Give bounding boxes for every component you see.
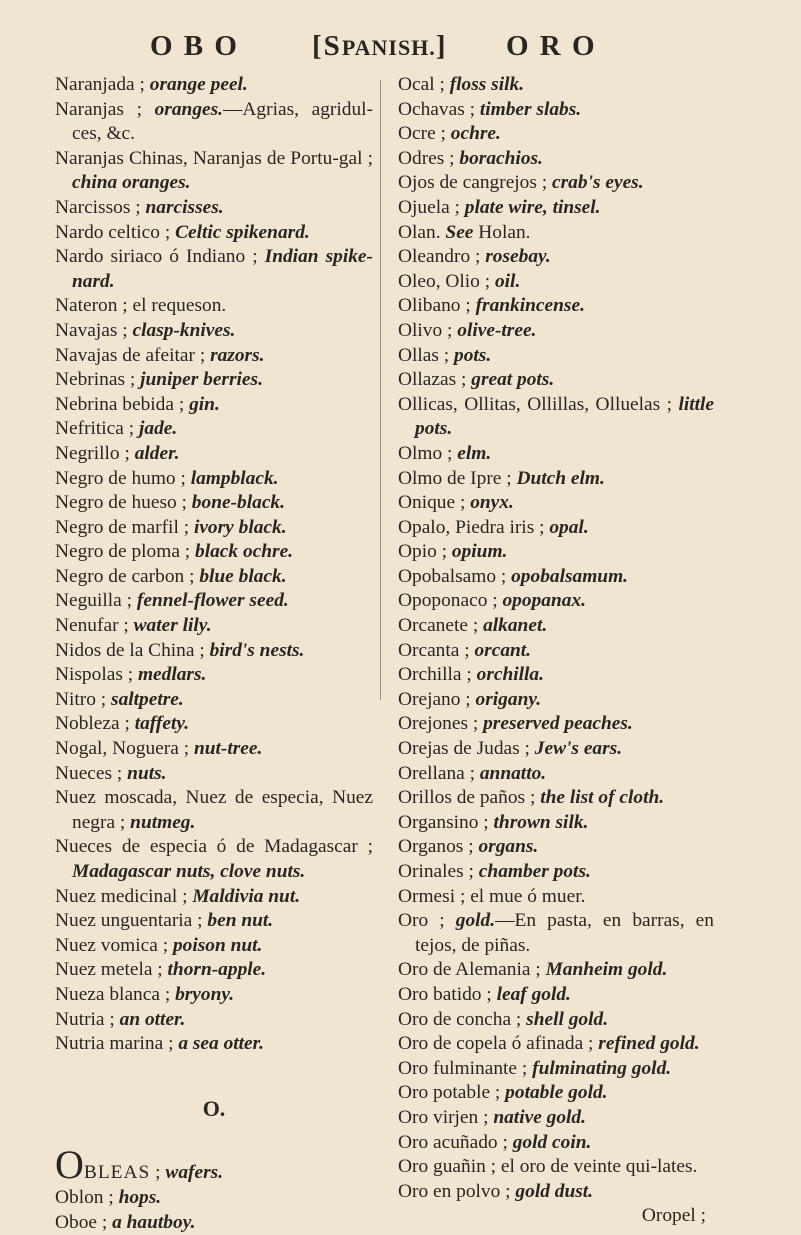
dictionary-entry: Oro ; gold.—En pasta, en barras, en tejos, de piñas.	[398, 910, 714, 956]
entry-translation: saltpetre.	[111, 688, 184, 710]
entry-translation: gold dust.	[515, 1180, 594, 1202]
entry-headword: Nebrinas	[55, 369, 125, 391]
entry-translation: borachios.	[459, 147, 543, 169]
entry-headword: Olan.	[398, 221, 441, 243]
entry-headword: Negrillo	[55, 442, 120, 464]
entry-translation: fulminating gold.	[532, 1057, 672, 1079]
entry-translation: bird's nests.	[209, 639, 305, 661]
dictionary-entry: Oro virjen ; native gold.	[398, 1106, 586, 1128]
entry-headword: Opoponaco	[398, 590, 488, 612]
entry-rest: el mue ó muer.	[470, 885, 586, 907]
entry-headword: Nuez metela	[55, 959, 153, 981]
dictionary-entry: Naranjas ; oranges.—Agrias, agridul-ces, &c.	[55, 98, 373, 145]
entry-translation: Jew's ears.	[534, 738, 623, 760]
entry-translation: elm.	[457, 442, 492, 464]
entry-translation: clasp-knives.	[132, 319, 236, 341]
entry-rest: —En pasta, en barras, en tejos, de piñas.	[415, 910, 714, 956]
dictionary-entry: Negro de ploma ; black ochre.	[55, 541, 294, 563]
dictionary-entry: Nuez unguentaria ; ben nut.	[55, 910, 274, 932]
dictionary-entry: Nuez medicinal ; Maldivia nut.	[55, 885, 301, 907]
entry-headword: BLEAS	[83, 1162, 151, 1184]
dictionary-entry: Oro fulminante ; fulminating gold.	[398, 1057, 672, 1079]
entry-headword: Ollazas	[398, 369, 457, 391]
entry-headword: Orejano	[398, 688, 461, 710]
entry-translation: gold.	[455, 910, 496, 932]
entry-headword: Nuez medicinal	[55, 885, 178, 907]
dictionary-entry: Nuez moscada, Nuez de especia, Nuez negra ; nutmeg.	[55, 787, 373, 833]
entry-translation: origany.	[475, 688, 542, 710]
dictionary-entry: Nefritica ; jade.	[55, 418, 178, 440]
dictionary-entry: Onique ; onyx.	[398, 492, 514, 514]
dictionary-entry: Oleo, Olio ; oil.	[398, 270, 521, 292]
entry-headword: Nuez vomica	[55, 934, 158, 956]
entry-translation: preserved peaches.	[483, 713, 633, 735]
entry-translation: nutmeg.	[130, 811, 196, 833]
dictionary-entry: Naranjada ; orange peel.	[55, 74, 248, 95]
dictionary-entry: Olibano ; frankincense.	[398, 295, 585, 317]
right-entries	[398, 73, 714, 1204]
dictionary-entry: Oboe ; a hautboy.	[55, 1211, 196, 1233]
dictionary-entry: Nardo celtico ; Celtic spikenard.	[55, 221, 310, 243]
entry-headword: Nuez moscada, Nuez de especia, Nuez negra	[55, 787, 373, 833]
dictionary-entry: Olmo de Ipre ; Dutch elm.	[398, 467, 605, 489]
entry-headword: Olibano	[398, 295, 461, 317]
entry-headword: Negro de carbon	[55, 565, 185, 587]
dictionary-entry: Oro batido ; leaf gold.	[398, 983, 571, 1005]
entry-headword: Oleandro	[398, 246, 471, 268]
see-reference: See	[445, 221, 474, 243]
drop-cap: O	[55, 1142, 84, 1188]
dictionary-entry: Olmo ; elm.	[398, 442, 492, 464]
dictionary-entry: Narcissos ; narcisses.	[55, 196, 224, 218]
column-divider	[380, 80, 381, 700]
entry-translation: little pots.	[415, 393, 714, 440]
entry-translation: narcisses.	[145, 196, 224, 218]
dictionary-entry	[398, 221, 714, 246]
dictionary-entry: Nardo siriaco ó Indiano ; Indian spike-nard.	[55, 246, 373, 292]
entry-headword: Naranjas	[55, 98, 124, 120]
entry-headword: Oboe	[55, 1211, 98, 1233]
dictionary-entry: Orcanete ; alkanet.	[398, 615, 548, 637]
entry-translation: lampblack.	[190, 467, 279, 489]
header-bracket-open: [	[312, 30, 324, 62]
dictionary-entry: Ojos de cangrejos ; crab's eyes.	[398, 172, 644, 194]
entry-headword: Oro acuñado	[398, 1131, 498, 1153]
dictionary-entry: Nidos de la China ; bird's nests.	[55, 639, 305, 661]
dictionary-entry: Oro de concha ; shell gold.	[398, 1008, 609, 1030]
dictionary-entry: Nebrina bebida ; gin.	[55, 393, 220, 415]
entry-headword: Ormesi	[398, 885, 456, 907]
entry-translation: razors.	[210, 344, 265, 366]
entry-translation: opopanax.	[502, 590, 586, 612]
entry-headword: Olmo de Ipre	[398, 467, 502, 489]
entry-translation: water lily.	[133, 615, 212, 637]
entry-translation: opium.	[451, 541, 508, 563]
entry-translation: alkanet.	[483, 615, 548, 637]
header-word-rest: PANISH.	[341, 35, 436, 60]
entry-translation: timber slabs.	[479, 98, 582, 120]
entry-headword: Oro guañin	[398, 1156, 486, 1178]
entry-translation: medlars.	[137, 664, 207, 686]
entry-translation: juniper berries.	[140, 369, 263, 391]
entry-translation: Celtic spikenard.	[175, 221, 310, 243]
entry-translation: shell gold.	[526, 1008, 609, 1030]
dictionary-entry: Orchilla ; orchilla.	[398, 664, 544, 686]
dictionary-entry: Nuez metela ; thorn-apple.	[55, 959, 267, 981]
dictionary-entry: Orinales ; chamber pots.	[398, 861, 591, 882]
dictionary-entry: Ollicas, Ollitas, Ollillas, Olluelas ; little pots.	[398, 393, 714, 440]
entry-rest: el requeson.	[132, 295, 227, 317]
entry-headword: Oro	[398, 910, 429, 932]
dictionary-entry: Oro en polvo ; gold dust.	[398, 1180, 594, 1202]
entry-headword: Opio	[398, 541, 437, 563]
dictionary-entry: Nobleza ; taffety.	[55, 713, 190, 735]
dictionary-entry: Negro de humo ; lampblack.	[55, 467, 279, 489]
entry-translation: hops.	[118, 1186, 162, 1208]
dictionary-entry: Ormesi ; el mue ó muer.	[398, 885, 586, 907]
entry-headword: Naranjada	[55, 74, 135, 95]
header-word-initial: S	[323, 30, 342, 62]
entry-headword: Orcanete	[398, 615, 468, 637]
entry-translation: thrown silk.	[493, 811, 589, 833]
dictionary-entry: Ochavas ; timber slabs.	[398, 98, 582, 120]
entry-headword: Orejones	[398, 713, 468, 735]
dictionary-entry: Oro de copela ó afinada ; refined gold.	[398, 1033, 700, 1055]
dictionary-entry: Ocal ; floss silk.	[398, 74, 525, 95]
dictionary-entry: Ocre ; ochre.	[398, 123, 501, 145]
entry-headword: Oleo, Olio	[398, 270, 480, 292]
entry-headword: Opalo, Piedra iris	[398, 516, 535, 538]
entry-headword: Narcissos	[55, 196, 131, 218]
dictionary-entry: Opobalsamo ; opobalsamum.	[398, 565, 629, 587]
entry-translation: nut-tree.	[193, 738, 263, 760]
entry-headword: Oro en polvo	[398, 1180, 501, 1202]
entry-translation: rosebay.	[485, 246, 551, 268]
section-letter: O.	[202, 1095, 226, 1121]
entry-headword: Oro fulminante	[398, 1057, 518, 1079]
running-header	[0, 30, 801, 70]
entry-headword: Navajas de afeitar	[55, 344, 195, 366]
entry-translation: gold coin.	[512, 1131, 592, 1153]
entry-headword: Nispolas	[55, 664, 123, 686]
entry-headword: Orcanta	[398, 639, 460, 661]
dictionary-entry: Nueces de especia ó de Madagascar ; Madagascar nuts, clove nuts.	[55, 836, 373, 882]
entry-headword: Oro de copela ó afinada	[398, 1033, 584, 1055]
left-column	[55, 73, 373, 1235]
header-right: O R O	[506, 30, 597, 62]
entry-headword: Nefritica	[55, 418, 124, 440]
left-entries	[55, 73, 373, 1057]
dictionary-entry: Negro de carbon ; blue black.	[55, 565, 287, 587]
entry-translation: refined gold.	[598, 1033, 700, 1055]
dictionary-entry: Nateron ; el requeson.	[55, 295, 227, 317]
dictionary-entry: Orejano ; origany.	[398, 688, 542, 710]
entry-headword: Navajas	[55, 319, 118, 341]
entry-headword: Orillos de paños	[398, 787, 526, 809]
entry-translation: chamber pots.	[478, 861, 591, 882]
entry-translation: black ochre.	[195, 541, 294, 563]
dictionary-entry: Odres ; borachios.	[398, 147, 543, 169]
entry-headword: Nogal, Noguera	[55, 738, 179, 760]
dictionary-entry: Orejones ; preserved peaches.	[398, 713, 633, 735]
entry-headword: Nenufar	[55, 615, 119, 637]
entry-headword: Negro de hueso	[55, 492, 177, 514]
entry-translation: leaf gold.	[496, 983, 571, 1005]
entry-translation: bryony.	[175, 983, 235, 1005]
entry-translation: opal.	[549, 516, 589, 538]
dictionary-entry: Naranjas Chinas, Naranjas de Portu-gal ; china oranges.	[55, 147, 373, 194]
entry-headword: Oro batido	[398, 983, 482, 1005]
entry-headword: Organos	[398, 836, 464, 858]
entry-translation: native gold.	[493, 1106, 586, 1128]
entry-translation: crab's eyes.	[552, 172, 644, 194]
entry-translation: Madagascar nuts, clove nuts.	[72, 861, 306, 882]
entry-headword: Negro de humo	[55, 467, 176, 489]
entry-translation: a hautboy.	[112, 1211, 196, 1233]
entry-translation: alder.	[134, 442, 180, 464]
entry-headword: Orchilla	[398, 664, 462, 686]
dictionary-entry: Ollas ; pots.	[398, 344, 492, 366]
dictionary-entry: Orejas de Judas ; Jew's ears.	[398, 738, 623, 760]
dictionary-entry: Ollazas ; great pots.	[398, 369, 555, 391]
entry-translation: oranges.	[154, 98, 224, 120]
entry-translation: potable gold.	[505, 1082, 608, 1104]
dictionary-entry: Oblon ; hops.	[55, 1186, 162, 1208]
entry-headword: Opobalsamo	[398, 565, 497, 587]
dictionary-entry: Nebrinas ; juniper berries.	[55, 369, 263, 391]
entry-translation: oil.	[494, 270, 521, 292]
dictionary-entry: Neguilla ; fennel-flower seed.	[55, 590, 289, 612]
entry-translation: annatto.	[479, 762, 547, 784]
entry-translation: opobalsamum.	[511, 565, 629, 587]
entry-headword: Nueces	[55, 762, 113, 784]
entry-translation: jade.	[139, 418, 178, 440]
dictionary-entry: Nispolas ; medlars.	[55, 664, 207, 686]
entry-headword: Ojuela	[398, 196, 450, 218]
dictionary-entry: Negro de marfil ; ivory black.	[55, 516, 287, 538]
catchword: Oropel ;	[641, 1205, 706, 1227]
entry-translation: Indian spike-nard.	[72, 246, 373, 292]
entry-headword: Nebrina bebida	[55, 393, 174, 415]
entry-headword: Nardo celtico	[55, 221, 160, 243]
dictionary-entry: Nenufar ; water lily.	[55, 615, 212, 637]
entry-translation: poison nut.	[172, 934, 263, 956]
entry-headword: Orinales	[398, 861, 464, 882]
entry-headword: Nateron	[55, 295, 118, 317]
entry-translation: thorn-apple.	[167, 959, 267, 981]
entry-translation: ochre.	[450, 123, 501, 145]
entry-rest: —Agrias, agridul-ces, &c.	[72, 98, 373, 145]
entry-headword: Nobleza	[55, 713, 120, 735]
entry-rest: el oro de veinte qui-lates.	[500, 1156, 698, 1178]
entry-headword: Nueces de especia ó de Madagascar	[55, 836, 358, 858]
dictionary-entry: Organsino ; thrown silk.	[398, 811, 589, 833]
dictionary-entry: Negrillo ; alder.	[55, 442, 180, 464]
entry-headword: Ochavas	[398, 98, 465, 120]
entry-rest: Holan.	[478, 221, 531, 243]
dictionary-entry: Opio ; opium.	[398, 541, 508, 563]
entry-headword: Organsino	[398, 811, 479, 833]
o-entries	[55, 1142, 373, 1235]
entry-headword: Oro potable	[398, 1082, 491, 1104]
entry-headword: Ollas	[398, 344, 439, 366]
entry-translation: onyx.	[470, 492, 514, 514]
entry-translation: Manheim gold.	[545, 959, 668, 981]
dictionary-entry: Nueza blanca ; bryony.	[55, 983, 235, 1005]
dictionary-entry: Navajas de afeitar ; razors.	[55, 344, 265, 366]
dictionary-entry: Opalo, Piedra iris ; opal.	[398, 516, 589, 538]
entry-translation: olive-tree.	[457, 319, 537, 341]
entry-translation: bone-black.	[191, 492, 285, 514]
entry-translation: gin.	[189, 393, 220, 415]
entry-headword: Nitro	[55, 688, 96, 710]
entry-headword: Olivo	[398, 319, 443, 341]
entry-headword: Oblon	[55, 1186, 104, 1208]
entry-headword: Onique	[398, 492, 456, 514]
entry-headword: Nutria marina	[55, 1033, 164, 1055]
entry-translation: plate wire, tinsel.	[464, 196, 601, 218]
entry-headword: Ocre	[398, 123, 436, 145]
entry-translation: pots.	[454, 344, 492, 366]
dictionary-entry: Nueces ; nuts.	[55, 762, 167, 784]
entry-headword: Nardo siriaco ó Indiano	[55, 246, 246, 268]
dictionary-entry: Nitro ; saltpetre.	[55, 688, 184, 710]
entry-headword: Nuez unguentaria	[55, 910, 193, 932]
entry-headword: Olmo	[398, 442, 443, 464]
dictionary-entry: Nogal, Noguera ; nut-tree.	[55, 738, 263, 760]
entry-translation: great pots.	[471, 369, 555, 391]
entry-headword: Negro de ploma	[55, 541, 180, 563]
entry-translation: Maldivia nut.	[192, 885, 301, 907]
entry-headword: Orellana	[398, 762, 465, 784]
entry-translation: china oranges.	[72, 172, 191, 194]
dictionary-entry: Navajas ; clasp-knives.	[55, 319, 236, 341]
dictionary-entry: Nutria marina ; a sea otter.	[55, 1033, 264, 1055]
entry-translation: taffety.	[134, 713, 190, 735]
entry-translation: fennel-flower seed.	[136, 590, 289, 612]
entry-headword: Naranjas Chinas, Naranjas de Portu-gal	[55, 147, 363, 169]
entry-headword: Nueza blanca	[55, 983, 160, 1005]
entry-headword: Ocal	[398, 74, 435, 95]
dictionary-entry: Nutria ; an otter.	[55, 1008, 186, 1030]
entry-headword: Oro de Alemania	[398, 959, 531, 981]
dictionary-entry: Opoponaco ; opopanax.	[398, 590, 586, 612]
entry-translation: an otter.	[119, 1008, 186, 1030]
entry-translation: blue black.	[199, 565, 287, 587]
dictionary-entry: Orcanta ; orcant.	[398, 639, 532, 661]
entry-translation: a sea otter.	[178, 1033, 264, 1055]
entry-translation: organs.	[478, 836, 539, 858]
dictionary-entry: Oro de Alemania ; Manheim gold.	[398, 959, 668, 981]
dictionary-entry: Oro potable ; potable gold.	[398, 1082, 608, 1104]
entry-translation: Dutch elm.	[516, 467, 605, 489]
header-left: O B O	[150, 30, 239, 62]
entry-headword: Negro de marfil	[55, 516, 179, 538]
dictionary-entry: Nuez vomica ; poison nut.	[55, 934, 263, 956]
header-center	[312, 30, 447, 63]
header-bracket-close: ]	[435, 30, 448, 62]
entry-translation: wafers.	[165, 1162, 224, 1184]
entry-translation: orcant.	[474, 639, 532, 661]
dictionary-entry: Oro acuñado ; gold coin.	[398, 1131, 592, 1153]
right-column	[398, 73, 714, 1229]
entry-headword: Orejas de Judas	[398, 738, 520, 760]
entry-translation: orange peel.	[149, 74, 248, 95]
entry-headword: Ollicas, Ollitas, Ollillas, Olluelas	[398, 393, 661, 415]
dictionary-entry: Oleandro ; rosebay.	[398, 246, 551, 268]
entry-translation: frankincense.	[475, 295, 585, 317]
entry-headword: Oro de concha	[398, 1008, 512, 1030]
entry-translation: ivory black.	[193, 516, 287, 538]
entry-translation: nuts.	[127, 762, 167, 784]
dictionary-entry: Oro guañin ; el oro de veinte qui-lates.	[398, 1156, 698, 1178]
dictionary-entry: Ojuela ; plate wire, tinsel.	[398, 196, 601, 218]
entry-headword: Oro virjen	[398, 1106, 479, 1128]
entry-headword: Nidos de la China	[55, 639, 195, 661]
entry-headword: Neguilla	[55, 590, 122, 612]
entry-translation: ben nut.	[207, 910, 274, 932]
dictionary-entry: Orellana ; annatto.	[398, 762, 547, 784]
entry-headword: Ojos de cangrejos	[398, 172, 537, 194]
entry-headword: Odres	[398, 147, 445, 169]
dictionary-entry: Organos ; organs.	[398, 836, 539, 858]
dictionary-entry: Olivo ; olive-tree.	[398, 319, 537, 341]
entry-translation: orchilla.	[476, 664, 544, 686]
dictionary-entry: Orillos de paños ; the list of cloth.	[398, 787, 665, 809]
dictionary-entry: OBLEAS ; wafers.	[55, 1142, 224, 1188]
entry-headword: Nutria	[55, 1008, 105, 1030]
dictionary-entry: Negro de hueso ; bone-black.	[55, 492, 285, 514]
entry-translation: floss silk.	[449, 74, 525, 95]
entry-translation: the list of cloth.	[540, 787, 665, 809]
